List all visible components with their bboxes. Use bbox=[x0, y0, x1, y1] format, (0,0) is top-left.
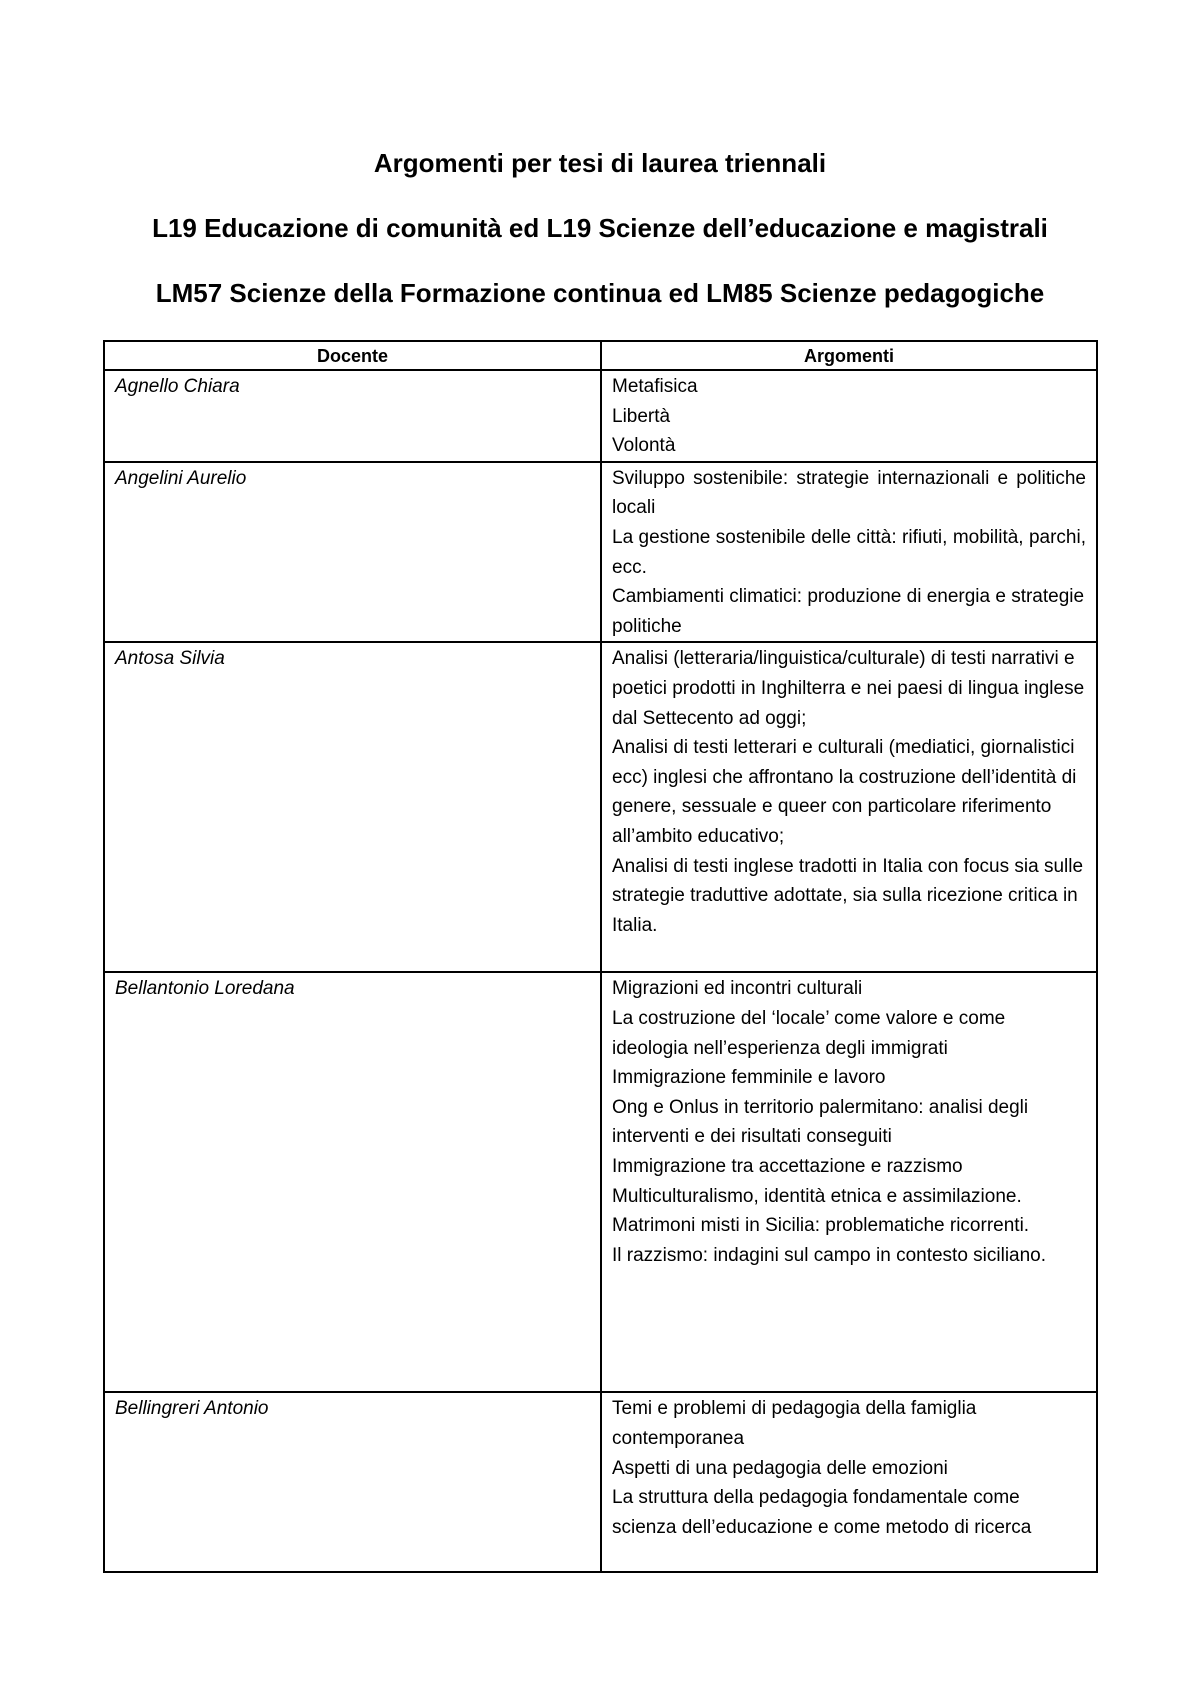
document-title: Argomenti per tesi di laurea triennali bbox=[373, 148, 827, 178]
topic-item: Migrazioni ed incontri culturali bbox=[612, 978, 863, 1000]
topic-item: Aspetti di una pedagogia delle emozioni bbox=[612, 1457, 948, 1479]
header-docente: Docente bbox=[104, 341, 601, 370]
topic-item: Metafisica bbox=[612, 376, 698, 397]
document-subtitle-lm: LM57 Scienze della Formazione continua ed LM85 Scienze pedagogiche bbox=[155, 278, 1045, 308]
topic-item: Ong e Onlus in territorio palermitano: analisi degli interventi e dei risultati conseguiti bbox=[612, 1096, 1029, 1148]
argomenti-cell bbox=[601, 972, 1097, 1392]
argomenti-cell bbox=[601, 1392, 1097, 1572]
topic-item: Multiculturalismo, identità etnica e assimilazione. bbox=[612, 1185, 1022, 1207]
thesis-topics-table bbox=[103, 340, 1098, 1573]
docente-cell: Bellingreri Antonio bbox=[104, 1392, 601, 1572]
topic-item: Analisi di testi inglese tradotti in Italia con focus sia sulle strategie traduttive adottate, sia sulla ricezione critica in Italia. bbox=[612, 855, 1084, 936]
argomenti-cell bbox=[601, 462, 1097, 643]
topic-item: Volontà bbox=[612, 435, 676, 457]
topic-item: La struttura della pedagogia fondamentale come scienza dell’educazione e come metodo di ricerca bbox=[612, 1487, 1032, 1538]
table-row bbox=[104, 370, 1097, 462]
topic-item: La costruzione del ‘locale’ come valore e come ideologia nell’esperienza degli immigrati bbox=[612, 1007, 1006, 1059]
table-row bbox=[104, 462, 1097, 643]
docente-cell: Agnello Chiara bbox=[104, 370, 601, 462]
topic-item: Cambiamenti climatici: produzione di energia e strategie politiche bbox=[612, 586, 1085, 637]
topic-item: Analisi di testi letterari e culturali (mediatici, giornalistici ecc) inglesi che affrontano la costruzione dell’identità di genere, sessuale e queer con particolare riferimento all’ambito educativo; bbox=[612, 737, 1077, 847]
table-header-row bbox=[104, 341, 1097, 370]
topic-item: Libertà bbox=[612, 405, 671, 427]
table-row bbox=[104, 1392, 1097, 1572]
table-row bbox=[104, 642, 1097, 972]
docente-cell: Antosa Silvia bbox=[104, 642, 601, 972]
topic-item: Analisi (letteraria/linguistica/culturale) di testi narrativi e poetici prodotti in Inghilterra e nei paesi di lingua inglese dal Settecento ad oggi; bbox=[612, 648, 1085, 729]
topic-item: Il razzismo: indagini sul campo in contesto siciliano. bbox=[612, 1244, 1047, 1266]
docente-cell: Angelini Aurelio bbox=[104, 462, 601, 643]
topic-item: Matrimoni misti in Sicilia: problematiche ricorrenti. bbox=[612, 1215, 1030, 1237]
argomenti-cell bbox=[601, 370, 1097, 462]
table-row bbox=[104, 972, 1097, 1392]
document-subtitle-l19: L19 Educazione di comunità ed L19 Scienze dell’educazione e magistrali bbox=[152, 213, 1048, 243]
docente-cell: Bellantonio Loredana bbox=[104, 972, 601, 1392]
argomenti-cell bbox=[601, 642, 1097, 972]
topic-item: Sviluppo sostenibile: strategie internazionali e politiche locali bbox=[612, 467, 1086, 519]
topic-item: Temi e problemi di pedagogia della famiglia contemporanea bbox=[612, 1398, 977, 1449]
topic-item: Immigrazione femminile e lavoro bbox=[612, 1067, 886, 1089]
header-argomenti: Argomenti bbox=[601, 341, 1097, 370]
topic-item: Immigrazione tra accettazione e razzismo bbox=[612, 1155, 963, 1177]
topic-item: La gestione sostenibile delle città: rifiuti, mobilità, parchi, ecc. bbox=[612, 526, 1086, 578]
